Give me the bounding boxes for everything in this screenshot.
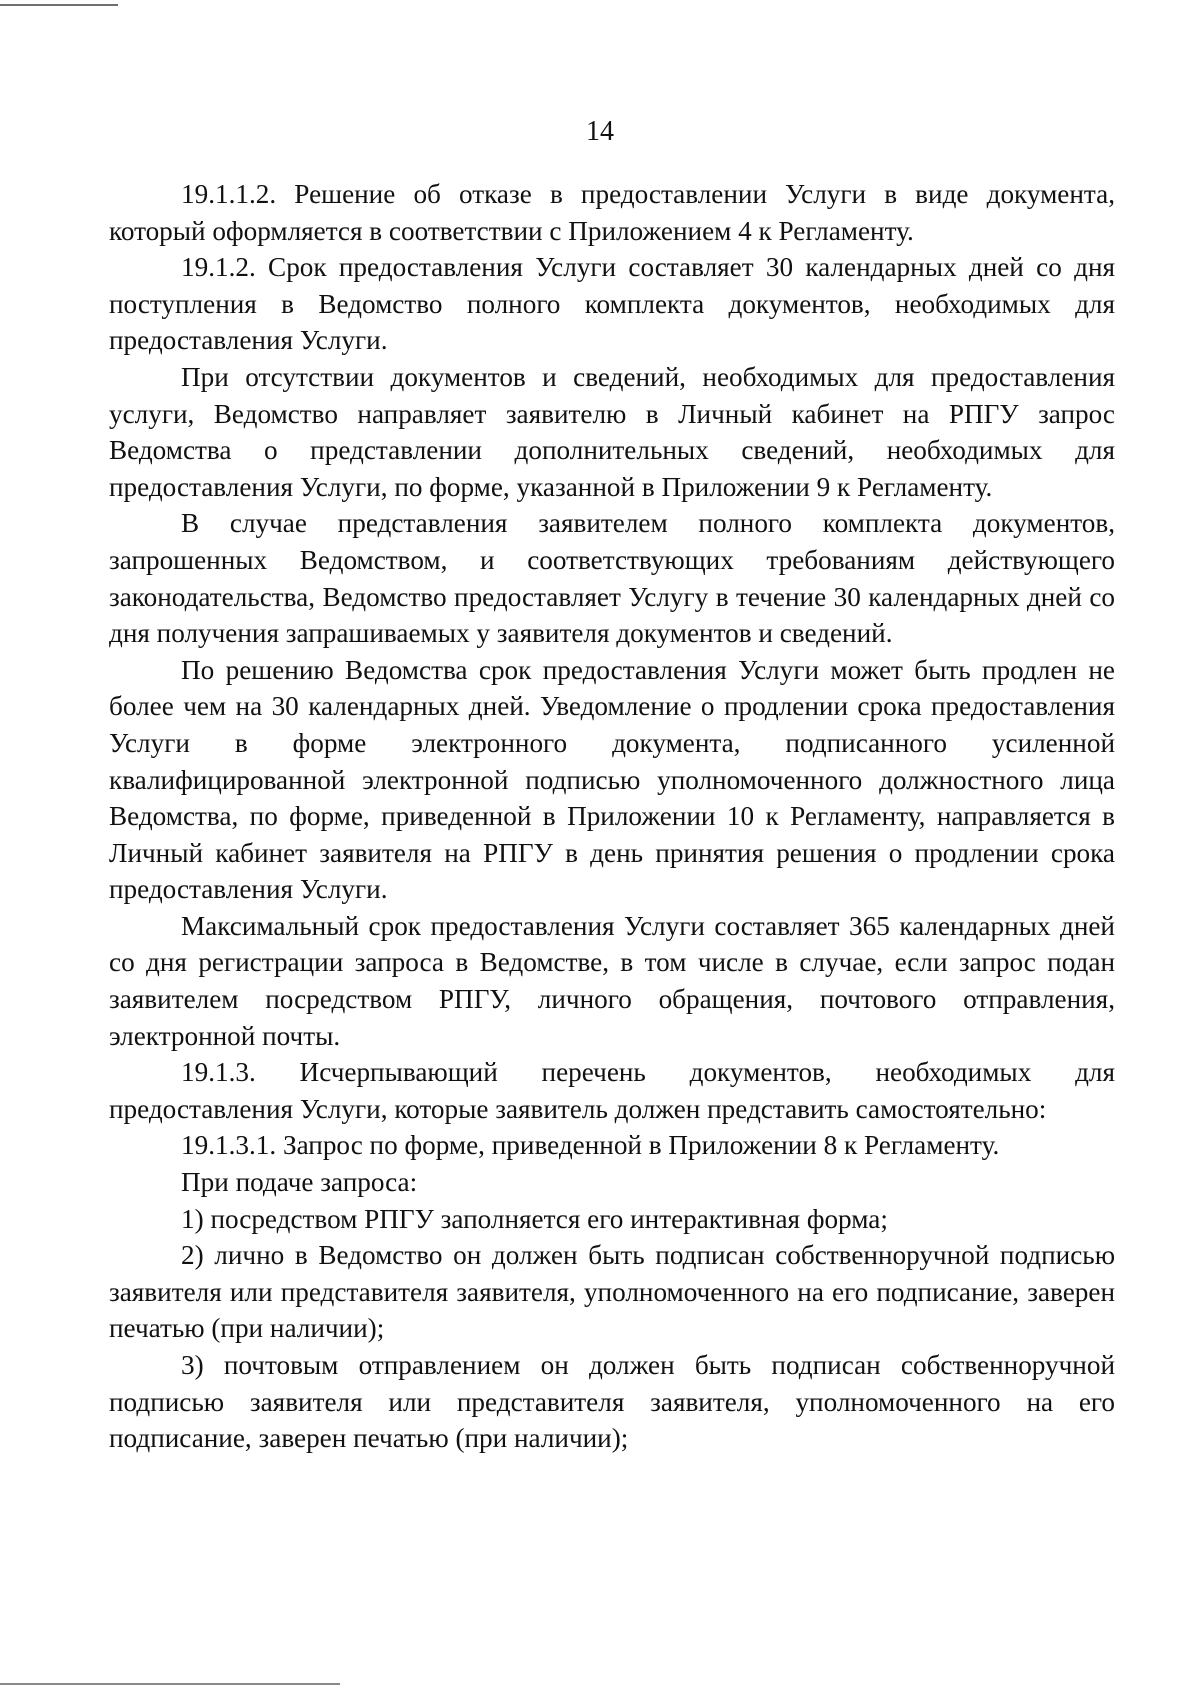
paragraph-maximum-term: Максимальный срок предоставления Услуги составляет 365 календарных дней со дня регистрации запроса в Ведомстве, в том числе в случае, если запрос подан заявителем посредством РПГУ, личного обращения, почтового отправления, электронной почты. bbox=[109, 910, 1115, 1051]
paragraph-19-1-3: 19.1.3. Исчерпывающий перечень документов, необходимых для предоставления Услуги, которые заявитель должен представить самостоятельно: bbox=[109, 1057, 1115, 1124]
paragraph-19-1-2: 19.1.2. Срок предоставления Услуги составляет 30 календарных дней со дня поступления в Ведомство полного комплекта документов, необходимых для предоставления Услуги. bbox=[109, 252, 1115, 356]
paragraph-19-1-3-1: 19.1.3.1. Запрос по форме, приведенной в Приложении 8 к Регламенту. bbox=[181, 1130, 1000, 1161]
paragraph-missing-documents: При отсутствии документов и сведений, необходимых для предоставления услуги, Ведомство направляет заявителю в Личный кабинет на РПГУ запрос Ведомства о представлении дополнительных сведений, необходимых для предоставления Услуги, по форме, указанной в Приложении 9 к Регламенту. bbox=[109, 361, 1115, 502]
paragraph-complete-set: В случае представления заявителем полного комплекта документов, запрошенных Ведомством, и соответствующих требованиям действующего законодательства, Ведомство предоставляет Услугу в течение 30 календарных дней со дня получения запрашиваемых у заявителя документов и сведений. bbox=[109, 508, 1115, 649]
document-body bbox=[109, 176, 1115, 1457]
list-item-2: 2) лично в Ведомство он должен быть подписан собственноручной подписью заявителя или представителя заявителя, уполномоченного на его подписание, заверен печатью (при наличии); bbox=[109, 1240, 1115, 1344]
paragraph-19-1-1-2: 19.1.1.2. Решение об отказе в предоставлении Услуги в виде документа, который оформляется в соответствии с Приложением 4 к Регламенту. bbox=[109, 179, 1115, 246]
scan-edge-top bbox=[0, 4, 118, 6]
list-item-3: 3) почтовым отправлением он должен быть подписан собственноручной подписью заявителя или представителя заявителя, уполномоченного на его подписание, заверен печатью (при наличии); bbox=[109, 1350, 1115, 1454]
paragraph-extension: По решению Ведомства срок предоставления Услуги может быть продлен не более чем на 30 календарных дней. Уведомление о продлении срока предоставления Услуги в форме электронного документа, подписанного усиленной квалифицированной электронной подписью уполномоченного должностного лица Ведомства, по форме, приведенной в Приложении 10 к Регламенту, направляется в Личный кабинет заявителя на РПГУ в день принятия решения о продлении срока предоставления Услуги. bbox=[109, 654, 1115, 905]
paragraph-submission-intro: При подаче запроса: bbox=[181, 1167, 418, 1198]
list-item-1: 1) посредством РПГУ заполняется его интерактивная форма; bbox=[181, 1203, 888, 1234]
page-number: 14 bbox=[586, 116, 614, 147]
scan-edge-bottom bbox=[0, 1683, 340, 1685]
